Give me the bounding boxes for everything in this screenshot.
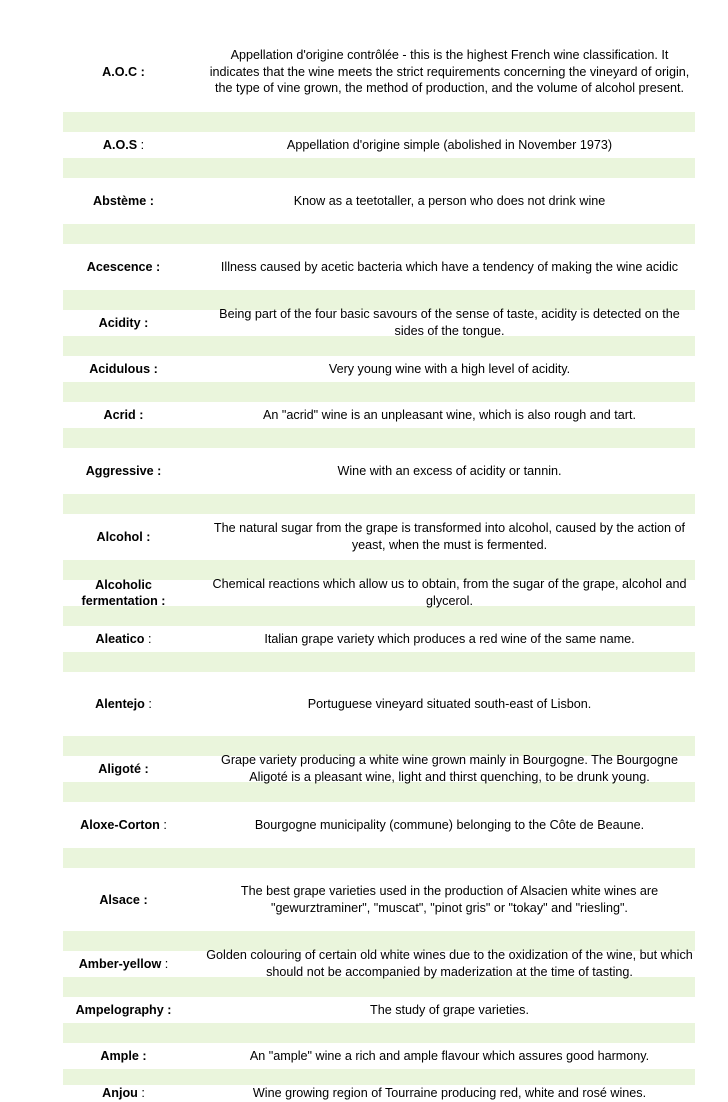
entry-term [63,315,186,331]
entry-definition: The best grape varieties used in the production of Alsacien white wines are "gewurztraminer", "muscat", "pinot gris" or "tokay" and "riesling". [240,883,659,915]
row-separator [63,224,695,244]
term-colon: : [142,530,151,544]
row-separator [63,158,695,178]
glossary-entry [63,244,695,290]
entry-definition: Very young wine with a high level of acidity. [328,361,571,376]
term-text: Acidity [98,316,141,330]
glossary-entry [63,672,695,736]
term-text: Ampelography [75,1003,164,1017]
entry-term [63,696,186,712]
entry-definition: An "acrid" wine is an unpleasant wine, which is also rough and tart. [263,407,636,422]
entry-term [63,956,186,972]
glossary-entry [63,307,695,338]
term-text: Alcoholic fermentation [81,578,158,608]
entry-definition: Portuguese vineyard situated south-east of Lisbon. [307,696,592,711]
term-text: Aleatico [95,632,145,646]
term-text: Aloxe-Corton [80,818,160,832]
entry-definition: Bourgogne municipality (commune) belonging to the Côte de Beaune. [254,817,645,832]
glossary-entry [63,402,695,428]
term-text: Acrid [103,408,136,422]
entry-term [63,817,186,833]
term-colon: : [137,1086,145,1101]
term-text: Abstème [93,194,147,208]
term-colon: : [135,408,144,422]
entry-definition: Appellation d'origine contrôlée - this is the highest French wine classification. It indicates that the wine meets the strict requirements concerning the vineyard of origin, the type of vine grown, the method of production, and the volume of alcohol present. [209,47,690,96]
entry-definition: Being part of the four basic savours of the sense of taste, acidity is detected on the sides of the tongue. [219,307,680,338]
term-text: Ample [100,1049,139,1063]
entry-term [63,1048,186,1064]
glossary-entry [63,178,695,224]
entry-term [63,407,186,423]
term-text: Amber-yellow [78,957,162,971]
row-separator [63,428,695,448]
glossary-table [63,32,695,1102]
glossary-entry [63,868,695,931]
entry-definition: Appellation d'origine simple (abolished in November 1973) [286,137,613,152]
glossary-entry [63,356,695,382]
entry-term [63,892,186,908]
entry-term [63,577,186,609]
glossary-entry [63,948,695,979]
entry-term [63,1002,186,1018]
row-separator [63,382,695,402]
glossary-entry [63,132,695,158]
term-text: Alsace [99,892,140,907]
term-colon: : [152,260,161,274]
row-separator [63,494,695,514]
entry-definition: Know as a teetotaller, a person who does not drink wine [293,193,606,208]
term-colon: : [144,632,152,646]
glossary-entry [63,1043,695,1069]
term-text: Alentejo [95,697,145,711]
entry-definition: Italian grape variety which produces a red wine of the same name. [264,631,635,646]
term-text: Acescence [86,260,153,274]
term-colon: : [150,362,158,376]
entry-definition: The study of grape varieties. [370,1002,529,1017]
term-text: Aligoté [98,762,141,776]
term-colon: : [144,697,152,711]
entry-term [63,529,186,545]
entry-definition: Illness caused by acetic bacteria which have a tendency of making the wine acidic [220,259,679,274]
term-text: A.O.C [102,65,138,79]
entry-term [63,259,186,275]
entry-term [63,64,186,80]
glossary-entry [63,1085,695,1102]
glossary-entry [63,514,695,560]
entry-term [63,1085,186,1101]
entry-definition: Wine growing region of Tourraine producing red, white and rosé wines. [252,1086,647,1100]
glossary-entry [63,577,695,608]
term-colon: : [161,957,169,971]
term-colon: : [137,138,145,152]
entry-term [63,193,186,209]
term-colon: : [138,1049,147,1063]
term-colon: : [139,892,148,907]
entry-definition: Wine with an excess of acidity or tannin. [337,463,562,478]
row-separator [63,1069,695,1085]
entry-definition: Golden colouring of certain old white wines due to the oxidization of the wine, but which should not be accompanied by maderization at the time of tasting. [206,948,693,979]
glossary-entry [63,448,695,494]
term-text: Acidulous [89,362,151,376]
term-colon: : [140,762,149,776]
term-text: Anjou [102,1086,138,1101]
glossary-entry [63,997,695,1023]
entry-definition: Chemical reactions which allow us to obtain, from the sugar of the grape, alcohol and glycerol. [212,577,687,608]
term-text: Aggressive [85,464,154,478]
term-colon: : [159,818,167,832]
term-colon: : [163,1003,172,1017]
entry-term [63,631,186,647]
glossary-entry [63,753,695,784]
glossary-entry [63,32,695,112]
entry-term [63,361,186,377]
term-colon: : [157,594,166,608]
term-colon: : [137,65,145,79]
term-text: Alcohol [96,530,143,544]
term-colon: : [153,464,162,478]
entry-definition: The natural sugar from the grape is transformed into alcohol, caused by the action of yeast, when the must is fermented. [213,521,686,552]
row-separator [63,652,695,672]
row-separator [63,848,695,868]
entry-term [63,137,186,153]
entry-term [63,761,186,777]
term-text: A.O.S [102,138,138,152]
row-separator [63,112,695,132]
term-colon: : [146,194,154,208]
entry-definition: Grape variety producing a white wine grown mainly in Bourgogne. The Bourgogne Aligoté is a pleasant wine, light and thirst quenching, to be drunk young. [221,753,678,784]
row-separator [63,1023,695,1043]
glossary-entry [63,626,695,652]
entry-term [63,463,186,479]
glossary-entry [63,802,695,848]
term-colon: : [140,316,149,330]
entry-definition: An "ample" wine a rich and ample flavour which assures good harmony. [249,1048,650,1063]
